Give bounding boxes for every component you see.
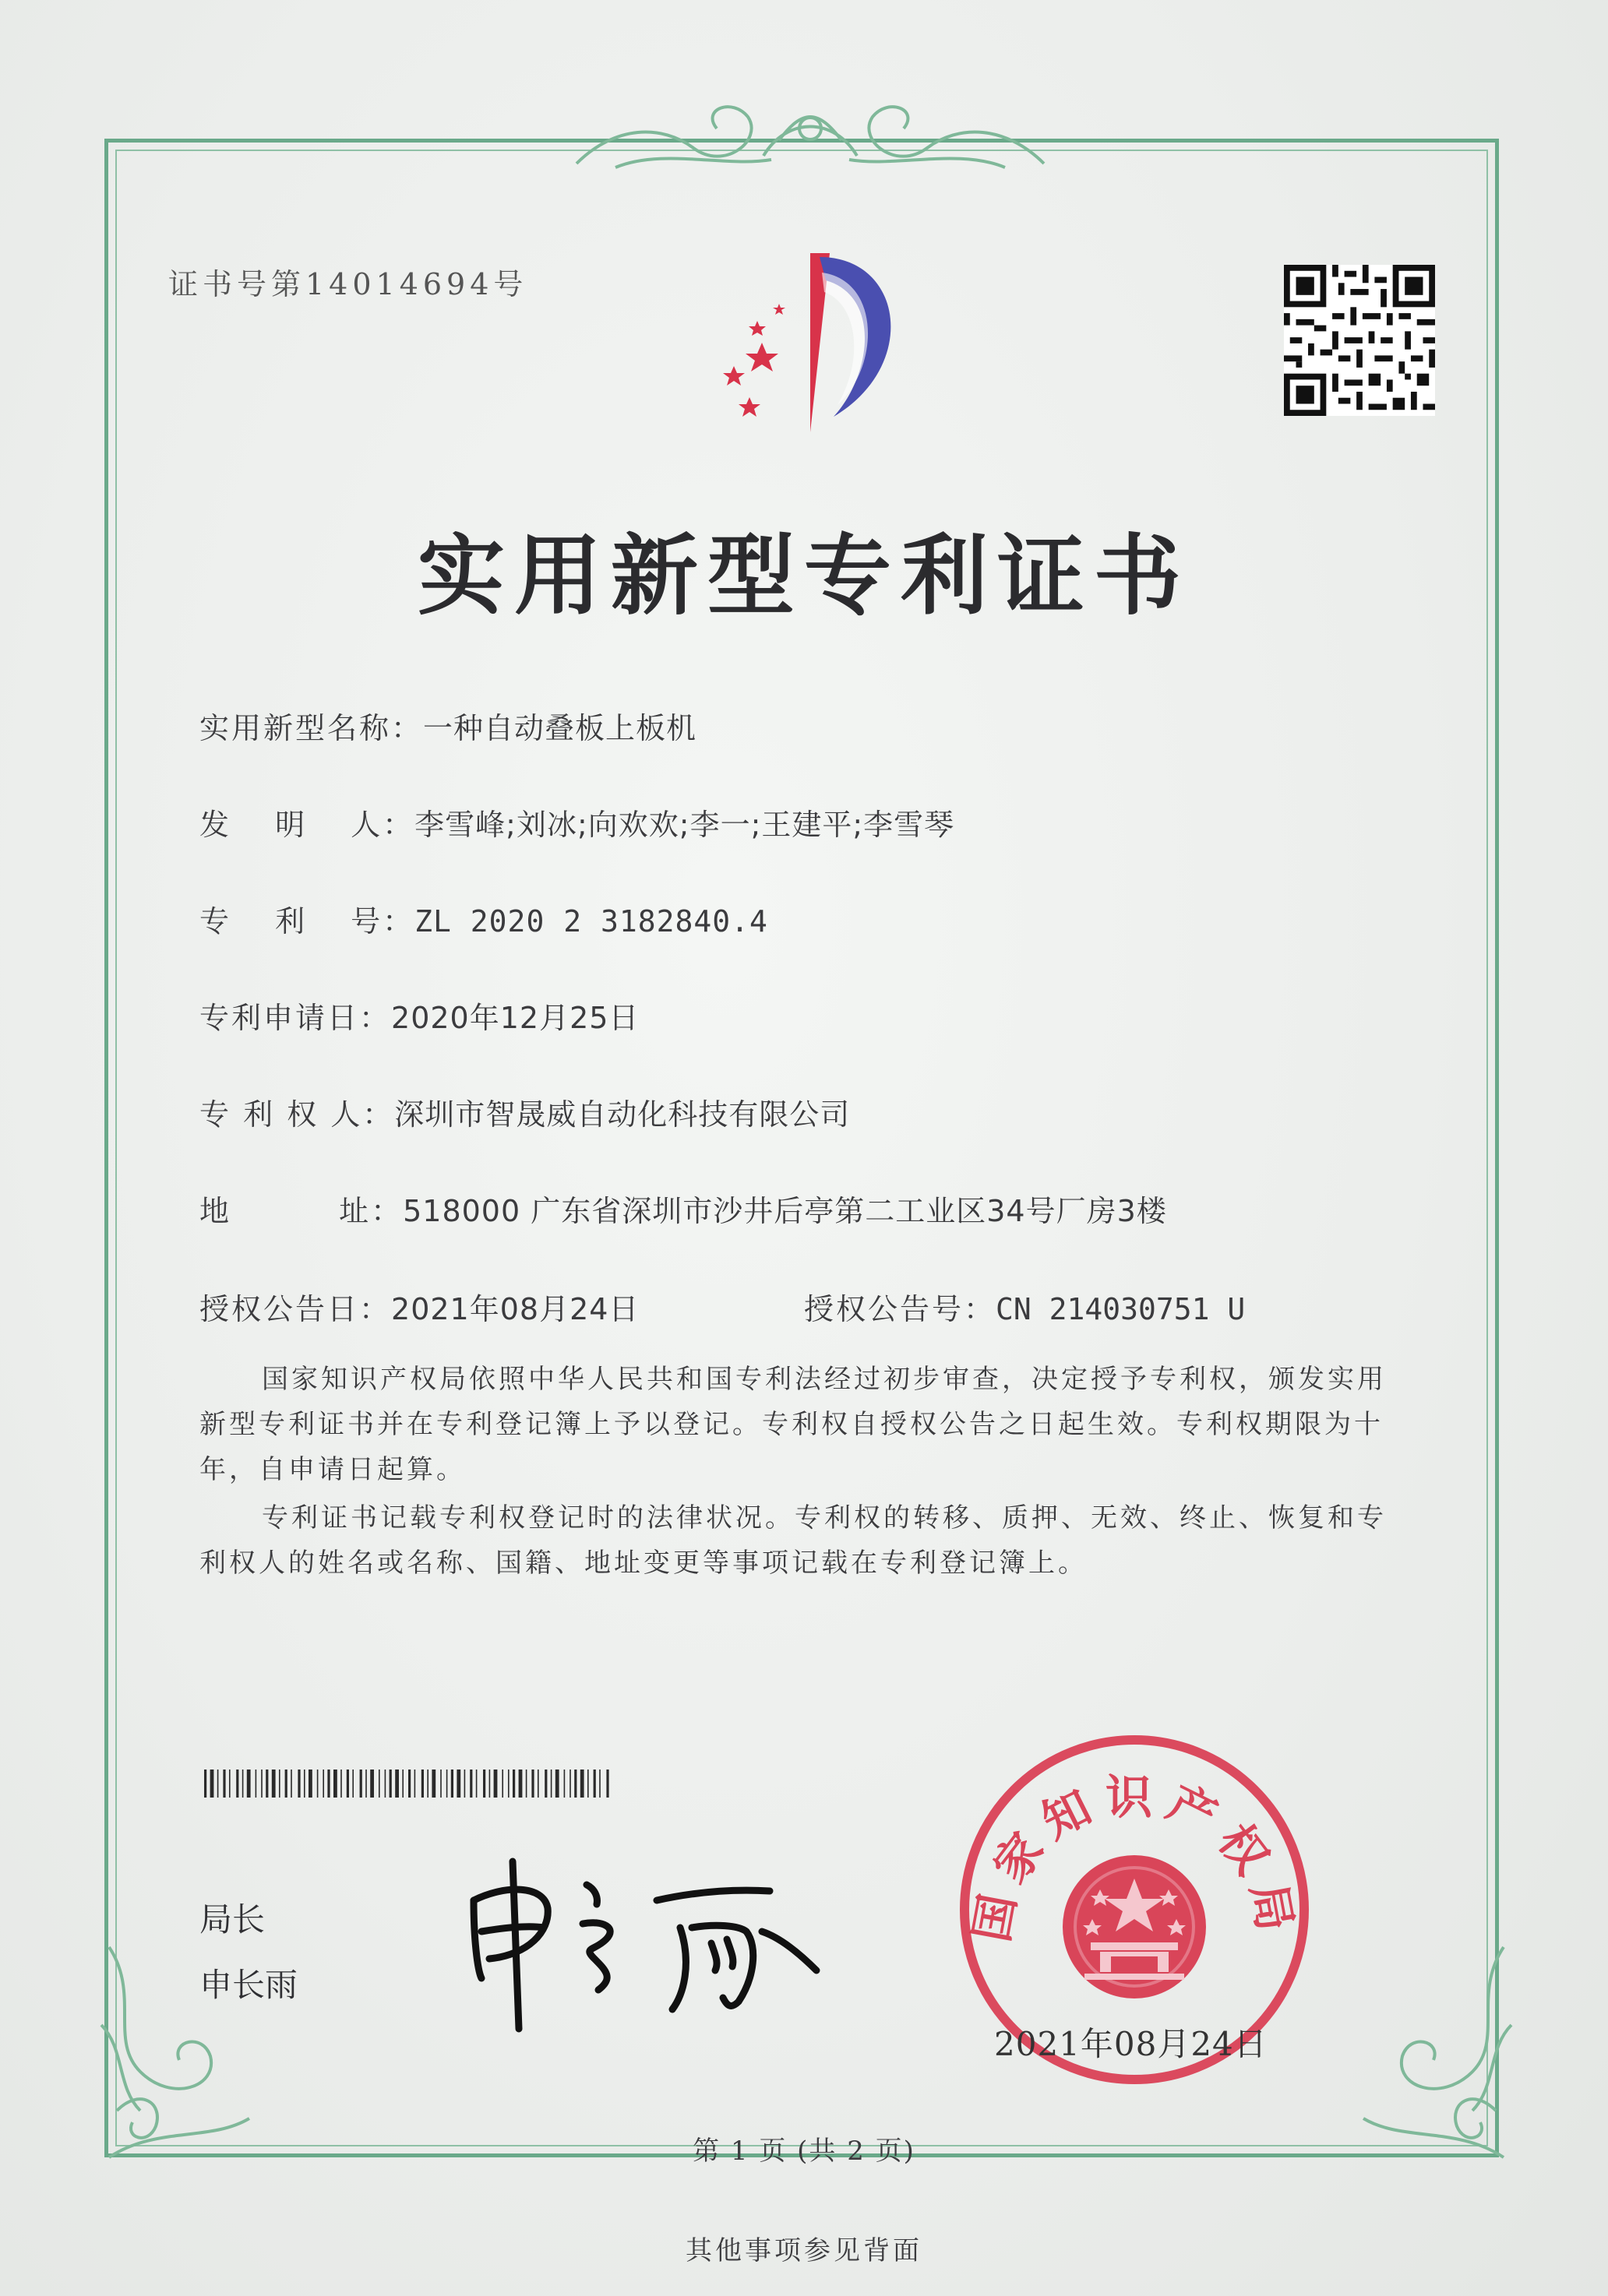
cnipa-logo xyxy=(686,249,935,444)
director-signature xyxy=(458,1854,824,2041)
field-value: 深圳市智晟威自动化科技有限公司 xyxy=(394,1097,851,1132)
field-label: 发 明 人： xyxy=(199,808,415,842)
back-note: 其他事项参见背面 xyxy=(686,2235,922,2266)
field-label: 专利申请日： xyxy=(199,1001,392,1035)
page-number: 第 1 页 (共 2 页) xyxy=(693,2136,915,2167)
field-value: 518000 广东省深圳市沙井后亭第二工业区34号厂房3楼 xyxy=(403,1194,1167,1228)
field-value: 李雪峰;刘冰;向欢欢;李一;王建平;李雪琴 xyxy=(414,808,955,842)
director-title: 局长 xyxy=(199,1900,266,1939)
field-application-date xyxy=(199,994,639,1037)
certificate-number: 证书号第14014694号 xyxy=(168,267,528,301)
field-value: 一种自动叠板上板机 xyxy=(423,711,697,745)
paragraph-text: 国家知识产权局依照中华人民共和国专利法经过初步审查，决定授予专利权，颁发实用新型专利证书并在专利登记簿上予以登记。专利权自授权公告之日起生效。专利权期限为十年，自申请日起算。 xyxy=(199,1364,1387,1485)
field-patentee xyxy=(199,1090,850,1133)
field-utility-model-name xyxy=(199,704,696,747)
statement-paragraph-2 xyxy=(199,1495,1409,1586)
field-inventor xyxy=(199,801,954,843)
field-patent-number xyxy=(199,897,768,940)
seal-date: 2021年08月24日 xyxy=(994,2025,1268,2063)
statement-paragraph-1 xyxy=(199,1357,1409,1492)
field-label: 授权公告号： xyxy=(804,1292,996,1326)
top-ornament xyxy=(569,93,1052,179)
field-label: 地 址： xyxy=(199,1194,404,1228)
paragraph-text: 专利证书记载专利权登记时的法律状况。专利权的转移、质押、无效、终止、恢复和专利权人的姓名或名称、国籍、地址变更等事项记载在专利登记簿上。 xyxy=(199,1502,1387,1579)
qr-code xyxy=(1284,265,1435,416)
field-value: ZL 2020 2 3182840.4 xyxy=(414,904,768,938)
field-label: 专 利 号： xyxy=(199,904,415,938)
field-label: 授权公告日： xyxy=(199,1292,392,1326)
field-value: 2020年12月25日 xyxy=(391,1001,640,1035)
field-address xyxy=(199,1187,1167,1230)
certificate-title: 实用新型专利证书 xyxy=(418,525,1190,627)
field-grant-date xyxy=(199,1285,639,1328)
field-value: 2021年08月24日 xyxy=(391,1292,640,1326)
field-label: 专 利 权 人： xyxy=(199,1097,395,1132)
seal-text: 国家知识产权局 xyxy=(964,1770,1305,1946)
field-label: 实用新型名称： xyxy=(199,711,424,745)
field-value: CN 214030751 U xyxy=(996,1292,1246,1326)
barcode xyxy=(204,1770,611,1798)
director-name: 申长雨 xyxy=(199,1966,298,2004)
field-grant-number xyxy=(804,1285,1245,1328)
